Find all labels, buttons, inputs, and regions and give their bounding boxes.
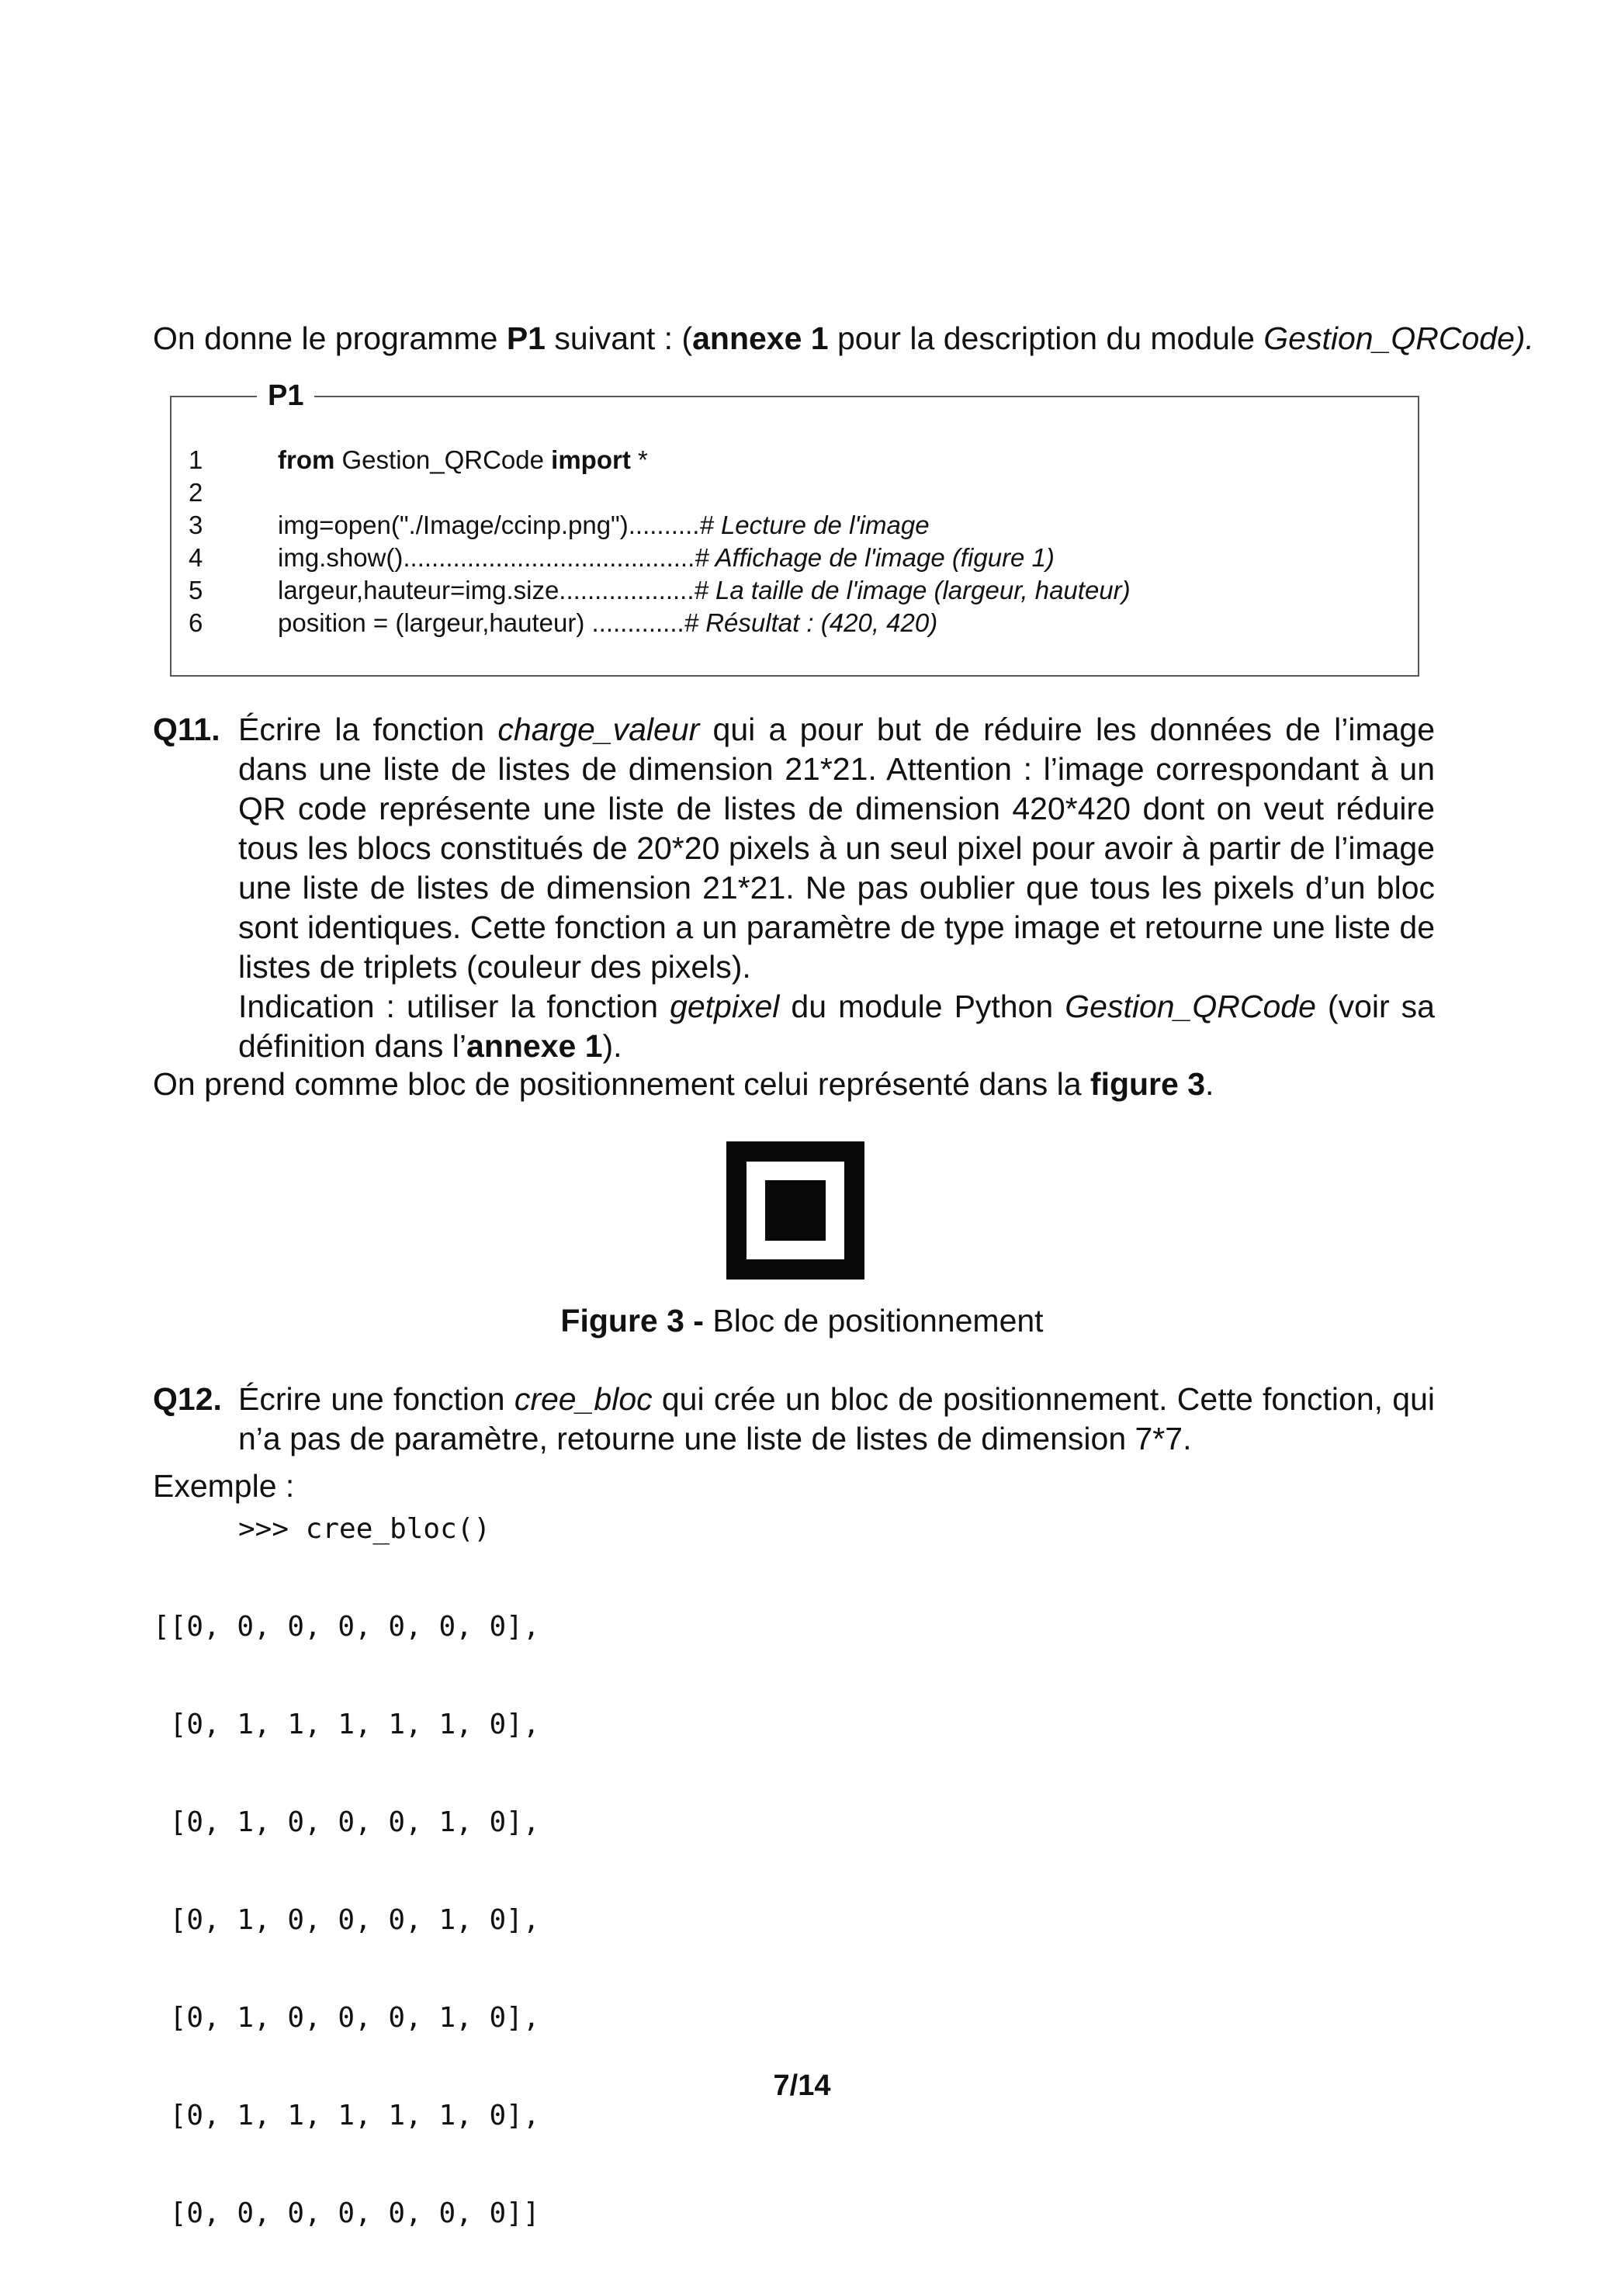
intro-sentence [153,317,1534,360]
q11-text: ). [602,1028,622,1064]
figure-ref: figure 3 [1090,1066,1206,1102]
module-ref: Gestion_QRCode [334,445,552,474]
module-name: Gestion_QRCode [1065,989,1316,1024]
code-line [171,509,1418,542]
program-listing-box [170,379,1419,677]
q11-text: du module Python [779,989,1065,1024]
q11-paragraph-2 [238,987,1435,1066]
intro-text-3: pour la description du module [828,320,1264,356]
intro-text-2: suivant : ( [545,320,693,356]
line-content [278,542,1055,574]
program-title: P1 [257,376,314,416]
code-text: largeur,hauteur=img.size................... [278,576,695,604]
line-content [278,509,930,542]
intro-program-name: P1 [506,320,546,356]
line-number: 1 [189,445,203,474]
output-row: [[0, 0, 0, 0, 0, 0, 0], [153,1611,540,1643]
function-name: charge_valeur [497,712,700,747]
q11-text: (voir sa définition dans l’ [238,989,1435,1064]
q11-text: qui a pour but de réduire les données de l’image dans une liste de listes de dimension 21*21. Attention : l’image correspondant à un QR code représente une liste de listes de dimension 420*420 dont on veut réduire tous les blocs constitués de 20*20 pixels à un seul pixel pour avoir à partir de l’image une liste de listes de dimension 21*21. Ne pas oublier que tous les pixels d’un bloc sont identiques. Cette fonction a un paramètre de type image et retourne une liste de listes de triplets (couleur des pixels). [238,712,1435,985]
output-row: [0, 1, 0, 0, 0, 1, 0], [153,1904,540,1936]
line-number: 5 [189,576,203,604]
q11-text: Écrire la fonction [238,712,498,747]
code-text: img=open("./Image/ccinp.png").......... [278,511,700,539]
output-row: [0, 1, 0, 0, 0, 1, 0], [153,2002,540,2034]
code-text: position = (largeur,hauteur) ............. [278,608,684,637]
code-text: img.show()......................................... [278,543,695,572]
question-label-q11: Q11. [153,712,220,747]
code-line [171,574,1418,607]
import-star: * [630,445,648,474]
program-code [171,444,1418,639]
code-comment: # Résultat : (420, 420) [684,608,938,637]
caption-label: Figure 3 - [560,1303,704,1338]
question-text-q11 [238,710,1435,1066]
bloc-sentence [153,1065,1214,1104]
output-row: [0, 1, 1, 1, 1, 1, 0], [153,1709,540,1740]
code-comment: # Affichage de l'image (figure 1) [695,543,1055,572]
repl-output [153,1550,540,2296]
keyword-from: from [278,445,335,474]
question-text-q12 [238,1380,1435,1459]
intro-text-1: On donne le programme [153,320,507,356]
intro-module-name: Gestion_QRCode). [1263,320,1534,356]
q12-text: qui crée un bloc de positionnement. Cette fonction, qui n’a pas de paramètre, retourne une liste de listes de dimension 7*7. [238,1381,1435,1456]
caption-text: Bloc de positionnement [703,1303,1044,1338]
line-content [278,444,648,476]
question-label-q12: Q12. [153,1381,222,1417]
function-name: getpixel [670,989,780,1024]
annexe-ref: annexe 1 [466,1028,603,1064]
line-number: 2 [189,478,203,507]
code-line [171,444,1418,476]
intro-annexe-ref: annexe 1 [692,320,829,356]
bloc-text: On prend comme bloc de positionnement celui représenté dans la [153,1066,1090,1102]
line-content [278,574,1131,607]
q12-text: Écrire une fonction [238,1381,514,1417]
page-number: 7/14 [773,2069,831,2102]
repl-prompt: >>> cree_bloc() [238,1513,491,1545]
code-line [171,476,1418,509]
inner-black-square [765,1180,826,1241]
keyword-import: import [551,445,631,474]
code-line [171,607,1418,639]
line-content [278,607,937,639]
function-name: cree_bloc [514,1381,653,1417]
q11-text: Indication : utiliser la fonction [238,989,670,1024]
code-comment: # La taille de l'image (largeur, hauteur) [694,576,1131,604]
output-row: [0, 1, 0, 0, 0, 1, 0], [153,1806,540,1838]
q11-paragraph-1 [238,710,1435,987]
example-label: Exemple : [153,1468,295,1504]
bloc-text: . [1205,1066,1214,1102]
line-number: 4 [189,543,203,572]
code-line [171,542,1418,574]
line-number: 3 [189,511,203,539]
code-comment: # Lecture de l'image [699,511,930,539]
output-row: [0, 1, 1, 1, 1, 1, 0], [153,2100,540,2132]
line-number: 6 [189,608,203,637]
output-row: [0, 0, 0, 0, 0, 0, 0]] [153,2197,540,2229]
positioning-block-figure [726,1141,864,1280]
figure-caption [0,1300,1604,1342]
